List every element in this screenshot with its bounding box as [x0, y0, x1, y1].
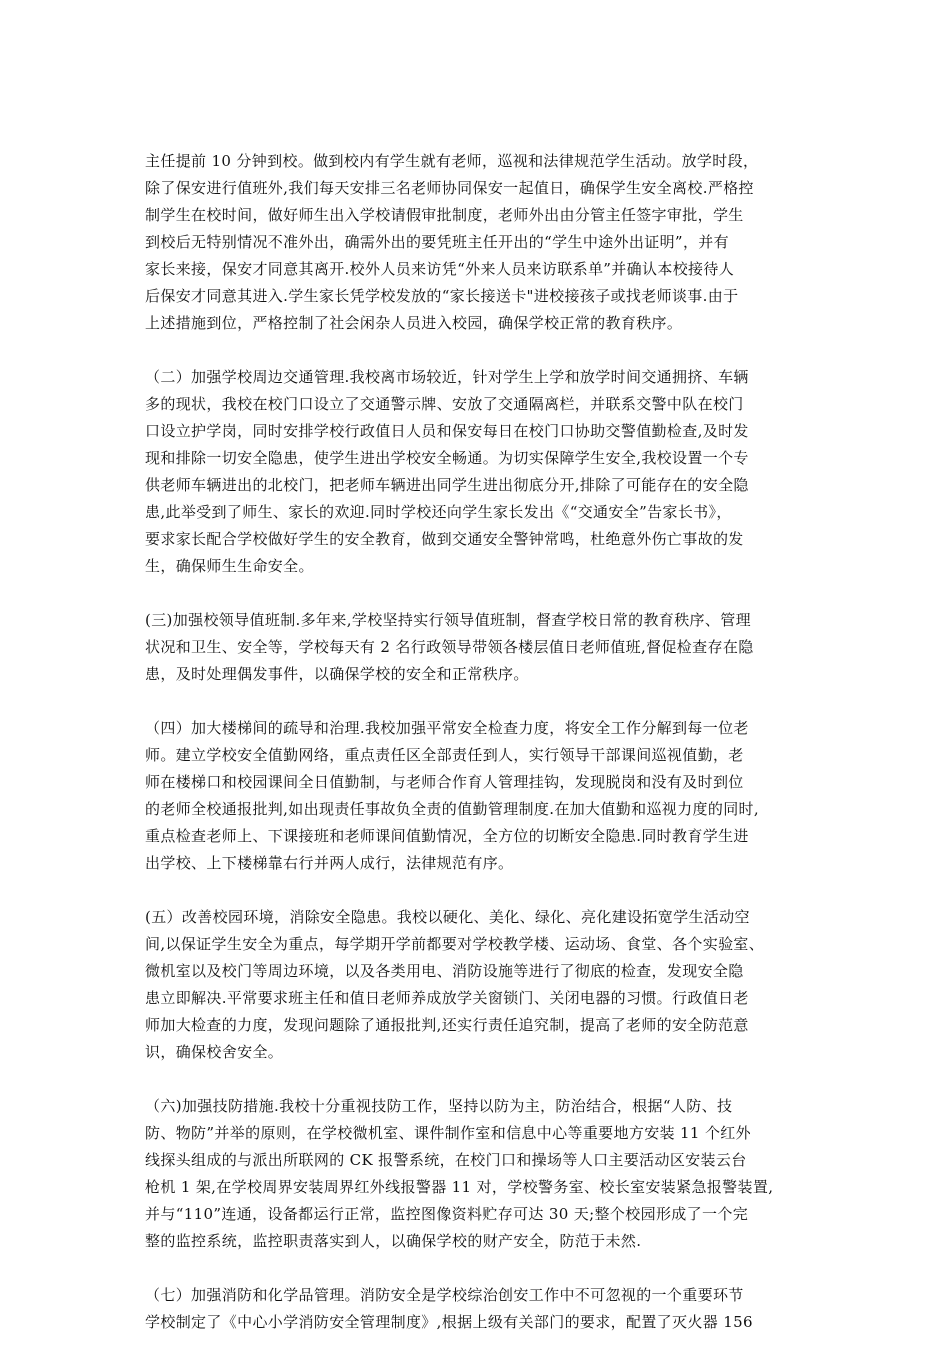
text-line: 师。建立学校安全值勤网络，重点责任区全部责任到人，实行领导干部课间巡视值勤，老	[145, 746, 744, 764]
text-line: 患，及时处理偶发事件，以确保学校的安全和正常秩序。	[145, 665, 529, 683]
text-line: 并与“110”连通，设备都运行正常，监控图像资料贮存可达 30 天;整个校园形成了一个完	[145, 1205, 749, 1223]
paragraph-stairway-management	[145, 715, 805, 877]
text-line: 口设立护学岗，同时安排学校行政值日人员和保安每日在校门口协助交警值勤检查,及时发	[145, 422, 749, 440]
text-line: 整的监控系统，监控职责落实到人，以确保学校的财产安全，防范于未然.	[145, 1232, 642, 1250]
text-line: 线探头组成的与派出所联网的 CK 报警系统，在校门口和操场等人口主要活动区安装云台	[145, 1151, 747, 1169]
paragraph-campus-environment	[145, 904, 805, 1066]
paragraph-campus-access	[145, 148, 805, 337]
paragraph-technical-defense	[145, 1093, 805, 1255]
text-line: 要求家长配合学校做好学生的安全教育，做到交通安全警钟常鸣，杜绝意外伤亡事故的发	[145, 530, 744, 548]
text-line: 重点检查老师上、下课接班和老师课间值勤情况，全方位的切断安全隐患.同时教育学生进	[145, 827, 749, 845]
text-line: 间,以保证学生安全为重点，每学期开学前都要对学校教学楼、运动场、食堂、各个实验室、	[145, 935, 765, 953]
text-line: 的老师全校通报批判,如出现责任事故负全责的值勤管理制度.在加大值勤和巡视力度的同时,	[145, 800, 760, 818]
text-line: 状况和卫生、安全等，学校每天有 2 名行政领导带领各楼层值日老师值班,督促检查存在隐	[145, 638, 754, 656]
paragraph-traffic-management	[145, 364, 805, 580]
text-line: 识，确保校舍安全。	[145, 1043, 284, 1061]
text-line: 师在楼梯口和校园课间全日值勤制，与老师合作育人管理挂钩，发现脱岗和没有及时到位	[145, 773, 744, 791]
text-line: 制学生在校时间，做好师生出入学校请假审批制度，老师外出由分管主任签字审批，学生	[145, 206, 744, 224]
text-line: 患立即解决.平常要求班主任和值日老师养成放学关窗锁门、关闭电器的习惯。行政值日老	[145, 989, 749, 1007]
text-line: 后保安才同意其进入.学生家长凭学校发放的“家长接送卡"进校接孩子或找老师谈事.由于	[145, 287, 739, 305]
paragraph-fire-chemical-management	[145, 1282, 805, 1336]
text-line: (三)加强校领导值班制.多年来,学校坚持实行领导值班制，督查学校日常的教育秩序、管理	[145, 611, 751, 629]
text-line: 现和排除一切安全隐患，使学生进出学校安全畅通。为切实保障学生安全,我校设置一个专	[145, 449, 749, 467]
text-line: 多的现状，我校在校门口设立了交通警示牌、安放了交通隔离栏，并联系交警中队在校门	[145, 395, 744, 413]
text-line: 生，确保师生生命安全。	[145, 557, 314, 575]
text-line: 枪机 1 架,在学校周界安装周界红外线报警器 11 对，学校警务室、校长室安装紧急报警装置,	[145, 1178, 774, 1196]
text-line: （六)加强技防措施.我校十分重视技防工作，坚持以防为主，防治结合，根据“人防、技	[145, 1097, 733, 1115]
document-page	[145, 148, 805, 1363]
text-line: （四）加大楼梯间的疏导和治理.我校加强平常安全检查力度，将安全工作分解到每一位老	[145, 719, 749, 737]
text-line: 学校制定了《中心小学消防安全管理制度》,根据上级有关部门的要求，配置了灭火器 156	[145, 1313, 753, 1331]
paragraph-leader-duty	[145, 607, 805, 688]
text-line: （七）加强消防和化学品管理。消防安全是学校综治创安工作中不可忽视的一个重要环节	[145, 1286, 744, 1304]
text-line: 师加大检查的力度，发现问题除了通报批判,还实行责任追究制，提高了老师的安全防范意	[145, 1016, 749, 1034]
text-line: (五）改善校园环境，消除安全隐患。我校以硬化、美化、绿化、亮化建设拓宽学生活动空	[145, 908, 750, 926]
text-line: 除了保安进行值班外,我们每天安排三名老师协同保安一起值日，确保学生安全离校.严格控	[145, 179, 754, 197]
text-line: 患,此举受到了师生、家长的欢迎.同时学校还向学生家长发出《“交通安全”告家长书》，	[145, 503, 732, 521]
text-line: 主任提前 10 分钟到校。做到校内有学生就有老师，巡视和法律规范学生活动。放学时段，	[145, 152, 759, 170]
text-line: 供老师车辆进出的北校门，把老师车辆进出同学生进出彻底分开,排除了可能存在的安全隐	[145, 476, 749, 494]
text-line: 上述措施到位，严格控制了社会闲杂人员进入校园，确保学校正常的教育秩序。	[145, 314, 683, 332]
text-line: 出学校、上下楼梯靠右行并两人成行，法律规范有序。	[145, 854, 514, 872]
text-line: 家长来接，保安才同意其离开.校外人员来访凭“外来人员来访联系单”并确认本校接待人	[145, 260, 735, 278]
text-line: 到校后无特别情况不准外出，确需外出的要凭班主任开出的“学生中途外出证明”，并有	[145, 233, 729, 251]
text-line: （二）加强学校周边交通管理.我校离市场较近，针对学生上学和放学时间交通拥挤、车辆	[145, 368, 749, 386]
text-line: 防、物防”并举的原则，在学校微机室、课件制作室和信息中心等重要地方安装 11 个红外	[145, 1124, 751, 1142]
text-line: 微机室以及校门等周边环境，以及各类用电、消防设施等进行了彻底的检查，发现安全隐	[145, 962, 744, 980]
